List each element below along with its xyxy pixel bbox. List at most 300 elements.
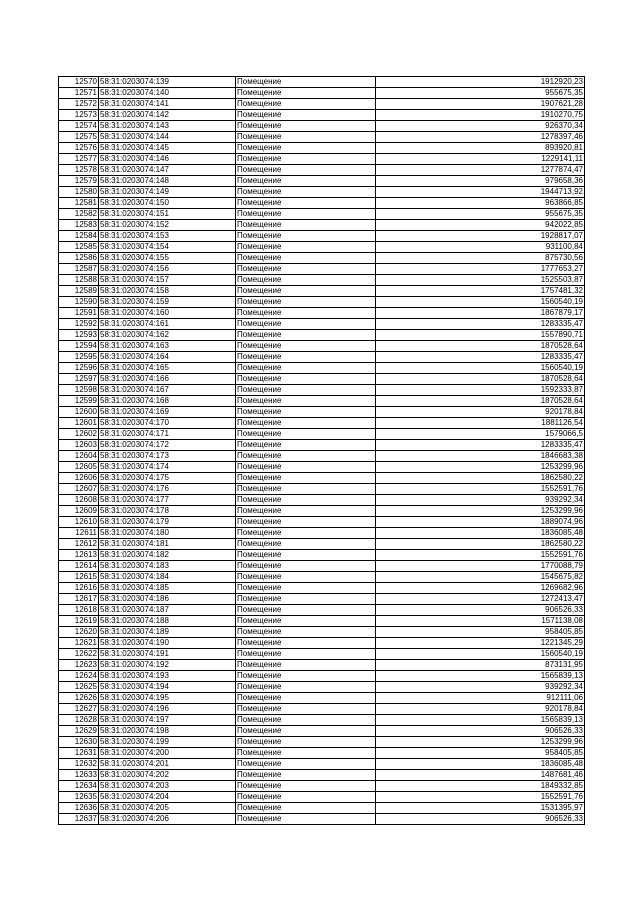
- cadastral-number-cell: 58:31:0203074:167: [99, 385, 236, 396]
- row-number-cell: 12579: [59, 176, 99, 187]
- cadastral-value-cell: 1870528,64: [376, 341, 585, 352]
- cadastral-value-cell: 1910270,75: [376, 110, 585, 121]
- cadastral-number-cell: 58:31:0203074:203: [99, 781, 236, 792]
- object-type-cell: Помещение: [236, 77, 376, 88]
- table-row: [59, 242, 585, 253]
- row-number-cell: 12631: [59, 748, 99, 759]
- cadastral-value-cell: 979658,36: [376, 176, 585, 187]
- row-number-cell: 12635: [59, 792, 99, 803]
- object-type-cell: Помещение: [236, 143, 376, 154]
- row-number-cell: 12575: [59, 132, 99, 143]
- cadastral-value-cell: 1272413,47: [376, 594, 585, 605]
- object-type-cell: Помещение: [236, 110, 376, 121]
- cadastral-value-cell: 1560540,19: [376, 363, 585, 374]
- object-type-cell: Помещение: [236, 605, 376, 616]
- object-type-cell: Помещение: [236, 154, 376, 165]
- cadastral-value-cell: 1253299,96: [376, 506, 585, 517]
- object-type-cell: Помещение: [236, 539, 376, 550]
- cadastral-number-cell: 58:31:0203074:178: [99, 506, 236, 517]
- row-number-cell: 12574: [59, 121, 99, 132]
- row-number-cell: 12618: [59, 605, 99, 616]
- object-type-cell: Помещение: [236, 550, 376, 561]
- row-number-cell: 12599: [59, 396, 99, 407]
- table-row: [59, 220, 585, 231]
- cadastral-value-cell: 1487681,46: [376, 770, 585, 781]
- object-type-cell: Помещение: [236, 374, 376, 385]
- object-type-cell: Помещение: [236, 363, 376, 374]
- object-type-cell: Помещение: [236, 660, 376, 671]
- object-type-cell: Помещение: [236, 759, 376, 770]
- row-number-cell: 12577: [59, 154, 99, 165]
- row-number-cell: 12606: [59, 473, 99, 484]
- table-row: [59, 132, 585, 143]
- object-type-cell: Помещение: [236, 407, 376, 418]
- object-type-cell: Помещение: [236, 462, 376, 473]
- row-number-cell: 12616: [59, 583, 99, 594]
- row-number-cell: 12591: [59, 308, 99, 319]
- cadastral-number-cell: 58:31:0203074:165: [99, 363, 236, 374]
- row-number-cell: 12630: [59, 737, 99, 748]
- cadastral-value-cell: 1944713,92: [376, 187, 585, 198]
- cadastral-number-cell: 58:31:0203074:205: [99, 803, 236, 814]
- cadastral-number-cell: 58:31:0203074:177: [99, 495, 236, 506]
- table-row: [59, 814, 585, 825]
- table-row: [59, 198, 585, 209]
- cadastral-number-cell: 58:31:0203074:179: [99, 517, 236, 528]
- object-type-cell: Помещение: [236, 198, 376, 209]
- cadastral-number-cell: 58:31:0203074:141: [99, 99, 236, 110]
- cadastral-number-cell: 58:31:0203074:191: [99, 649, 236, 660]
- object-type-cell: Помещение: [236, 319, 376, 330]
- cadastral-value-cell: 1862580,22: [376, 539, 585, 550]
- document-page: [58, 76, 584, 825]
- object-type-cell: Помещение: [236, 484, 376, 495]
- cadastral-value-cell: 958405,85: [376, 627, 585, 638]
- table-row: [59, 638, 585, 649]
- row-number-cell: 12637: [59, 814, 99, 825]
- table-row: [59, 341, 585, 352]
- cadastral-value-cell: 1229141,11: [376, 154, 585, 165]
- cadastral-value-cell: 1881126,54: [376, 418, 585, 429]
- table-row: [59, 264, 585, 275]
- table-row: [59, 495, 585, 506]
- row-number-cell: 12620: [59, 627, 99, 638]
- table-row: [59, 462, 585, 473]
- cadastral-value-cell: 1552591,76: [376, 550, 585, 561]
- cadastral-value-cell: 920178,84: [376, 407, 585, 418]
- object-type-cell: Помещение: [236, 341, 376, 352]
- object-type-cell: Помещение: [236, 495, 376, 506]
- cadastral-number-cell: 58:31:0203074:156: [99, 264, 236, 275]
- table-row: [59, 682, 585, 693]
- cadastral-value-cell: 1870528,64: [376, 374, 585, 385]
- row-number-cell: 12576: [59, 143, 99, 154]
- object-type-cell: Помещение: [236, 583, 376, 594]
- row-number-cell: 12615: [59, 572, 99, 583]
- object-type-cell: Помещение: [236, 803, 376, 814]
- cadastral-value-cell: 1565839,13: [376, 715, 585, 726]
- row-number-cell: 12589: [59, 286, 99, 297]
- cadastral-number-cell: 58:31:0203074:148: [99, 176, 236, 187]
- row-number-cell: 12603: [59, 440, 99, 451]
- cadastral-number-cell: 58:31:0203074:143: [99, 121, 236, 132]
- row-number-cell: 12614: [59, 561, 99, 572]
- cadastral-number-cell: 58:31:0203074:187: [99, 605, 236, 616]
- cadastral-value-cell: 1757481,32: [376, 286, 585, 297]
- table-row: [59, 154, 585, 165]
- cadastral-number-cell: 58:31:0203074:150: [99, 198, 236, 209]
- object-type-cell: Помещение: [236, 704, 376, 715]
- object-type-cell: Помещение: [236, 99, 376, 110]
- cadastral-number-cell: 58:31:0203074:197: [99, 715, 236, 726]
- object-type-cell: Помещение: [236, 781, 376, 792]
- cadastral-number-cell: 58:31:0203074:194: [99, 682, 236, 693]
- row-number-cell: 12607: [59, 484, 99, 495]
- cadastral-number-cell: 58:31:0203074:189: [99, 627, 236, 638]
- row-number-cell: 12629: [59, 726, 99, 737]
- table-row: [59, 308, 585, 319]
- row-number-cell: 12612: [59, 539, 99, 550]
- row-number-cell: 12617: [59, 594, 99, 605]
- cadastral-number-cell: 58:31:0203074:204: [99, 792, 236, 803]
- cadastral-number-cell: 58:31:0203074:201: [99, 759, 236, 770]
- cadastral-number-cell: 58:31:0203074:198: [99, 726, 236, 737]
- cadastral-value-cell: 1525503,87: [376, 275, 585, 286]
- object-type-cell: Помещение: [236, 352, 376, 363]
- cadastral-number-cell: 58:31:0203074:145: [99, 143, 236, 154]
- object-type-cell: Помещение: [236, 253, 376, 264]
- table-row: [59, 759, 585, 770]
- cadastral-number-cell: 58:31:0203074:155: [99, 253, 236, 264]
- object-type-cell: Помещение: [236, 308, 376, 319]
- row-number-cell: 12601: [59, 418, 99, 429]
- table-row: [59, 693, 585, 704]
- table-row: [59, 616, 585, 627]
- table-row: [59, 770, 585, 781]
- table-row: [59, 275, 585, 286]
- cadastral-number-cell: 58:31:0203074:154: [99, 242, 236, 253]
- row-number-cell: 12585: [59, 242, 99, 253]
- object-type-cell: Помещение: [236, 715, 376, 726]
- cadastral-number-cell: 58:31:0203074:164: [99, 352, 236, 363]
- object-type-cell: Помещение: [236, 242, 376, 253]
- object-type-cell: Помещение: [236, 176, 376, 187]
- row-number-cell: 12581: [59, 198, 99, 209]
- row-number-cell: 12594: [59, 341, 99, 352]
- cadastral-value-cell: 963866,85: [376, 198, 585, 209]
- cadastral-value-cell: 1862580,22: [376, 473, 585, 484]
- cadastral-value-cell: 1221345,29: [376, 638, 585, 649]
- table-row: [59, 363, 585, 374]
- cadastral-value-cell: 873131,95: [376, 660, 585, 671]
- table-row: [59, 121, 585, 132]
- cadastral-value-cell: 942022,85: [376, 220, 585, 231]
- table-row: [59, 451, 585, 462]
- table-row: [59, 550, 585, 561]
- table-row: [59, 781, 585, 792]
- row-number-cell: 12596: [59, 363, 99, 374]
- cadastral-value-cell: 906526,33: [376, 726, 585, 737]
- row-number-cell: 12609: [59, 506, 99, 517]
- cadastral-number-cell: 58:31:0203074:180: [99, 528, 236, 539]
- cadastral-number-cell: 58:31:0203074:147: [99, 165, 236, 176]
- cadastral-number-cell: 58:31:0203074:183: [99, 561, 236, 572]
- cadastral-value-cell: 1560540,19: [376, 649, 585, 660]
- table-row: [59, 286, 585, 297]
- table-row: [59, 627, 585, 638]
- cadastral-number-cell: 58:31:0203074:196: [99, 704, 236, 715]
- table-row: [59, 429, 585, 440]
- cadastral-value-cell: 875730,56: [376, 253, 585, 264]
- row-number-cell: 12598: [59, 385, 99, 396]
- cadastral-value-cell: 912111,06: [376, 693, 585, 704]
- cadastral-value-cell: 1531395,97: [376, 803, 585, 814]
- cadastral-value-cell: 1560540,19: [376, 297, 585, 308]
- cadastral-number-cell: 58:31:0203074:173: [99, 451, 236, 462]
- row-number-cell: 12628: [59, 715, 99, 726]
- cadastral-value-cell: 1836085,48: [376, 528, 585, 539]
- cadastral-value-cell: 1836085,48: [376, 759, 585, 770]
- table-row: [59, 440, 585, 451]
- object-type-cell: Помещение: [236, 517, 376, 528]
- cadastral-value-cell: 906526,33: [376, 814, 585, 825]
- cadastral-number-cell: 58:31:0203074:176: [99, 484, 236, 495]
- cadastral-value-cell: 958405,85: [376, 748, 585, 759]
- cadastral-number-cell: 58:31:0203074:200: [99, 748, 236, 759]
- cadastral-number-cell: 58:31:0203074:166: [99, 374, 236, 385]
- object-type-cell: Помещение: [236, 473, 376, 484]
- table-row: [59, 374, 585, 385]
- object-type-cell: Помещение: [236, 330, 376, 341]
- cadastral-value-cell: 1557890,71: [376, 330, 585, 341]
- row-number-cell: 12583: [59, 220, 99, 231]
- row-number-cell: 12590: [59, 297, 99, 308]
- row-number-cell: 12633: [59, 770, 99, 781]
- row-number-cell: 12582: [59, 209, 99, 220]
- object-type-cell: Помещение: [236, 165, 376, 176]
- cadastral-value-cell: 1253299,96: [376, 737, 585, 748]
- object-type-cell: Помещение: [236, 121, 376, 132]
- object-type-cell: Помещение: [236, 649, 376, 660]
- table-row: [59, 330, 585, 341]
- table-row: [59, 110, 585, 121]
- cadastral-value-cell: 955675,35: [376, 88, 585, 99]
- row-number-cell: 12595: [59, 352, 99, 363]
- cadastral-value-cell: 893920,81: [376, 143, 585, 154]
- cadastral-value-cell: 1565839,13: [376, 671, 585, 682]
- cadastral-value-cell: 1777653,27: [376, 264, 585, 275]
- cadastral-value-cell: 1269682,96: [376, 583, 585, 594]
- cadastral-number-cell: 58:31:0203074:139: [99, 77, 236, 88]
- row-number-cell: 12621: [59, 638, 99, 649]
- cadastral-number-cell: 58:31:0203074:149: [99, 187, 236, 198]
- object-type-cell: Помещение: [236, 561, 376, 572]
- row-number-cell: 12600: [59, 407, 99, 418]
- cadastral-number-cell: 58:31:0203074:162: [99, 330, 236, 341]
- object-type-cell: Помещение: [236, 506, 376, 517]
- table-row: [59, 176, 585, 187]
- table-row: [59, 352, 585, 363]
- object-type-cell: Помещение: [236, 396, 376, 407]
- row-number-cell: 12593: [59, 330, 99, 341]
- cadastral-number-cell: 58:31:0203074:182: [99, 550, 236, 561]
- cadastral-number-cell: 58:31:0203074:161: [99, 319, 236, 330]
- object-type-cell: Помещение: [236, 231, 376, 242]
- table-row: [59, 605, 585, 616]
- table-row: [59, 792, 585, 803]
- object-type-cell: Помещение: [236, 616, 376, 627]
- row-number-cell: 12578: [59, 165, 99, 176]
- table-row: [59, 407, 585, 418]
- cadastral-value-cell: 1870528,64: [376, 396, 585, 407]
- table-row: [59, 803, 585, 814]
- cadastral-number-cell: 58:31:0203074:160: [99, 308, 236, 319]
- table-row: [59, 506, 585, 517]
- cadastral-number-cell: 58:31:0203074:169: [99, 407, 236, 418]
- cadastral-number-cell: 58:31:0203074:199: [99, 737, 236, 748]
- cadastral-value-cell: 931100,84: [376, 242, 585, 253]
- cadastral-value-cell: 1283335,47: [376, 352, 585, 363]
- object-type-cell: Помещение: [236, 726, 376, 737]
- table-row: [59, 726, 585, 737]
- cadastral-number-cell: 58:31:0203074:202: [99, 770, 236, 781]
- object-type-cell: Помещение: [236, 792, 376, 803]
- cadastral-number-cell: 58:31:0203074:168: [99, 396, 236, 407]
- row-number-cell: 12632: [59, 759, 99, 770]
- row-number-cell: 12624: [59, 671, 99, 682]
- table-row: [59, 704, 585, 715]
- row-number-cell: 12604: [59, 451, 99, 462]
- row-number-cell: 12588: [59, 275, 99, 286]
- cadastral-number-cell: 58:31:0203074:174: [99, 462, 236, 473]
- cadastral-value-cell: 1867879,17: [376, 308, 585, 319]
- object-type-cell: Помещение: [236, 770, 376, 781]
- table-row: [59, 583, 585, 594]
- cadastral-number-cell: 58:31:0203074:185: [99, 583, 236, 594]
- object-type-cell: Помещение: [236, 385, 376, 396]
- cadastral-value-cell: 1283335,47: [376, 440, 585, 451]
- row-number-cell: 12622: [59, 649, 99, 660]
- object-type-cell: Помещение: [236, 528, 376, 539]
- table-row: [59, 99, 585, 110]
- object-type-cell: Помещение: [236, 627, 376, 638]
- object-type-cell: Помещение: [236, 671, 376, 682]
- cadastral-number-cell: 58:31:0203074:171: [99, 429, 236, 440]
- cadastral-number-cell: 58:31:0203074:172: [99, 440, 236, 451]
- table-row: [59, 77, 585, 88]
- cadastral-value-cell: 1277874,47: [376, 165, 585, 176]
- cadastral-number-cell: 58:31:0203074:175: [99, 473, 236, 484]
- table-row: [59, 231, 585, 242]
- cadastral-number-cell: 58:31:0203074:186: [99, 594, 236, 605]
- object-type-cell: Помещение: [236, 682, 376, 693]
- table-row: [59, 253, 585, 264]
- cadastral-value-cell: 1592333,87: [376, 385, 585, 396]
- object-type-cell: Помещение: [236, 264, 376, 275]
- table-row: [59, 748, 585, 759]
- cadastral-value-cell: 920178,84: [376, 704, 585, 715]
- table-row: [59, 209, 585, 220]
- table-row: [59, 187, 585, 198]
- cadastral-value-cell: 939292,34: [376, 495, 585, 506]
- object-type-cell: Помещение: [236, 440, 376, 451]
- object-type-cell: Помещение: [236, 209, 376, 220]
- object-type-cell: Помещение: [236, 693, 376, 704]
- row-number-cell: 12626: [59, 693, 99, 704]
- table-row: [59, 88, 585, 99]
- table-row: [59, 572, 585, 583]
- cadastral-value-cell: 1552591,76: [376, 792, 585, 803]
- cadastral-value-cell: 1912920,23: [376, 77, 585, 88]
- object-type-cell: Помещение: [236, 737, 376, 748]
- cadastral-value-cell: 1907621,28: [376, 99, 585, 110]
- cadastral-number-cell: 58:31:0203074:195: [99, 693, 236, 704]
- row-number-cell: 12570: [59, 77, 99, 88]
- object-type-cell: Помещение: [236, 132, 376, 143]
- cadastral-value-cell: 1849332,85: [376, 781, 585, 792]
- row-number-cell: 12587: [59, 264, 99, 275]
- cadastral-value-cell: 1846683,38: [376, 451, 585, 462]
- row-number-cell: 12605: [59, 462, 99, 473]
- table-row: [59, 715, 585, 726]
- table-row: [59, 517, 585, 528]
- table-row: [59, 297, 585, 308]
- table-row: [59, 143, 585, 154]
- cadastral-number-cell: 58:31:0203074:151: [99, 209, 236, 220]
- object-type-cell: Помещение: [236, 572, 376, 583]
- row-number-cell: 12592: [59, 319, 99, 330]
- cadastral-number-cell: 58:31:0203074:140: [99, 88, 236, 99]
- table-row: [59, 319, 585, 330]
- cadastral-value-cell: 1770088,79: [376, 561, 585, 572]
- row-number-cell: 12636: [59, 803, 99, 814]
- table-row: [59, 737, 585, 748]
- object-type-cell: Помещение: [236, 814, 376, 825]
- object-type-cell: Помещение: [236, 286, 376, 297]
- table-row: [59, 528, 585, 539]
- row-number-cell: 12572: [59, 99, 99, 110]
- object-type-cell: Помещение: [236, 418, 376, 429]
- cadastral-number-cell: 58:31:0203074:170: [99, 418, 236, 429]
- cadastral-number-cell: 58:31:0203074:184: [99, 572, 236, 583]
- row-number-cell: 12623: [59, 660, 99, 671]
- cadastral-value-table: [58, 76, 585, 825]
- cadastral-value-cell: 1545675,82: [376, 572, 585, 583]
- row-number-cell: 12611: [59, 528, 99, 539]
- table-row: [59, 418, 585, 429]
- row-number-cell: 12608: [59, 495, 99, 506]
- table-row: [59, 594, 585, 605]
- row-number-cell: 12571: [59, 88, 99, 99]
- table-row: [59, 165, 585, 176]
- object-type-cell: Помещение: [236, 88, 376, 99]
- table-row: [59, 385, 585, 396]
- row-number-cell: 12586: [59, 253, 99, 264]
- cadastral-value-cell: 1552591,76: [376, 484, 585, 495]
- object-type-cell: Помещение: [236, 638, 376, 649]
- table-body: [59, 77, 585, 825]
- object-type-cell: Помещение: [236, 297, 376, 308]
- object-type-cell: Помещение: [236, 187, 376, 198]
- cadastral-value-cell: 1571138,08: [376, 616, 585, 627]
- cadastral-number-cell: 58:31:0203074:190: [99, 638, 236, 649]
- row-number-cell: 12610: [59, 517, 99, 528]
- table-row: [59, 671, 585, 682]
- row-number-cell: 12573: [59, 110, 99, 121]
- cadastral-number-cell: 58:31:0203074:159: [99, 297, 236, 308]
- row-number-cell: 12634: [59, 781, 99, 792]
- row-number-cell: 12580: [59, 187, 99, 198]
